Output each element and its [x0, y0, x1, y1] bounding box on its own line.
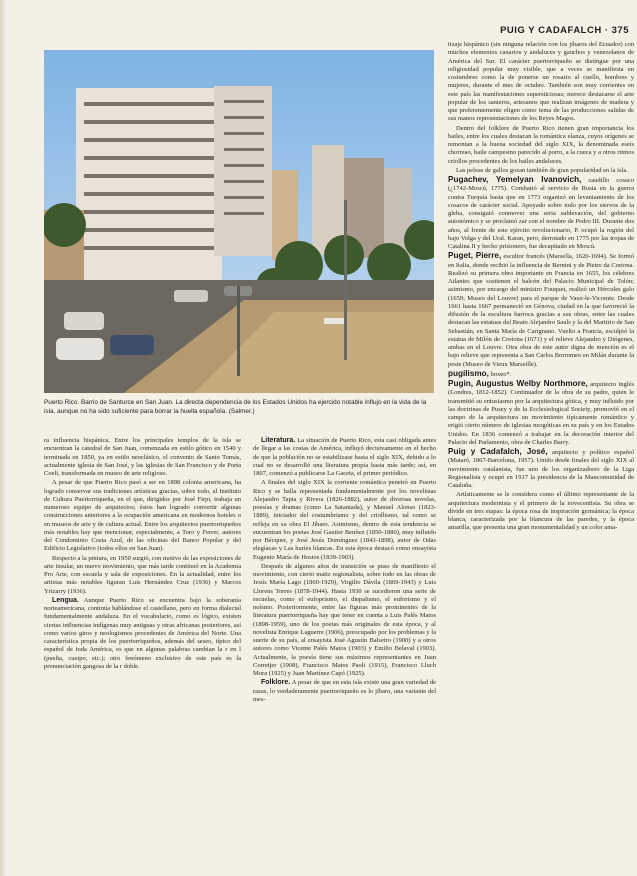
column-2: [253, 437, 436, 705]
photo-illustration: [44, 50, 434, 393]
section-heading-lengua: Lengua.: [52, 596, 79, 604]
paragraph: A finales del siglo XIX la corriente romántica penetró en Puerto Rico y se halla representada fundamentalmente por los novelistas Alejandro Tapia y Rivera (1826-1882), autor de diversas novelas, poesías y dramas (como La Sataniada), y Manuel Alonso (1823-1889), iniciador del costumbrismo y del criollismo, tal como se refleja en su obra El Jíbaro. Asimismo, dentro de esta tendencia se encuentran los poetas José Gautier Benítez (1850-1880), muy influido por Bécquer, y José Jesús Domínguez (1843-1898), autor de Odas elegíacas y Las huríes blancas. En esta época destacó como ensayista Eugenio María de Hostos (1839-1903).: [253, 479, 436, 561]
section-heading-literatura: Literatura.: [261, 437, 296, 444]
photo-caption: Puerto Rico. Barrio de Santurce en San Juan. La directa dependencia de los Estados Unidos ha ejercido notable influjo en la vida de la isla, aunque no ha sido suficiente para borrar la huella española. (Salmer.): [44, 399, 427, 415]
entry-pugin: [448, 380, 634, 447]
running-head: PUIG Y CADAFALCH · 375: [500, 25, 629, 36]
entry-text: caudillo cosaco (¿1742-Moscú, 1775). Combatió al servicio de Rusia en la guerra contra Turquía hasta que en 1773 organizó un levantamiento de los cosacos de carácter social. Apoyado sobre todo por los siervos de la gleba, consiguió conmover una seria sublevación, del gobierno autonómico y se proclamó zar con el nombre de Pedro III. Durante dos años, al frente de este ejército revolucionario, P. ocupó la región del bajo Volga y del Ural. Karan, pero, derrotado en 1775 por las tropas de Catalina II y hecho prisionero, fue decapitado en Moscú.: [448, 177, 634, 250]
headword: pugilismo,: [448, 368, 489, 378]
column-3: [448, 41, 634, 534]
paragraph: Después de algunos años de transición se puso de manifiesto el movimiento, con cierto matiz regionalista, sobre todo en las obras de Jesús María Lago (1860-1929), Virgilio Dávila (1869-1943) y Luis Llorens Torres (1878-1944). Hasta 1930 se sucedieron una serie de escuelas, como el eufoprismo, el diepalismo, el euforismo y el noísmo. Posteriormente, entre las figuras más prominentes de la literatura puertorriqueña hay que tener en cuenta a Luis Palés Matos (1898-1959), uno de los poetas más originales de esta época, y al novelista Enrique Laguerre (1906), preocupado por los problemas y la suerte de su país, al ensayista José Agustín Balseiro (1900) y a otros autores como Vicente Palés Matos (1903) y Emilio Belaval (1903). Actualmente, la poesía tiene sus máximos representantes en Juan Corretjer (1908), Francisco Matos Paoli (1915), Francisco Lluch Mora (1925) y Juan Martínez Capó (1925).: [253, 562, 436, 677]
column-1: [44, 437, 241, 672]
paragraph: ra influencia hispánica. Entre los principales templos de la isla se encuentran la catedral de San Juan, comenzada en estilo gótico en 1540 y terminada en 1850, ya en estilo neoclásico, el convento de Santo Tomás, actualmente iglesia de San José, y las iglesias de San Francisco y de Porta Coeli, transformada en museo de arte religioso.: [44, 437, 241, 477]
entry-text: boxeo*.: [490, 370, 512, 378]
entry-puig-y-cadafalch: [448, 448, 634, 490]
paragraph-lengua: [44, 597, 241, 671]
paragraph: tizaje hispánico (sin ninguna relación con los jíbaros del Ecuador) con muchos elementos canarios y andaluces y gauchos y venezolanos de América del Sur. El carácter puertorriqueño se distingue por una religiosidad popular muy visible, que a veces se manifiesta en costumbres como la de ponerse un rosario al cuello, hombres y mujeres, durante el mes de octubre. También son muy corrientes en este país las manifestaciones supersticiosas; merece destacarse el arte popular de los santeros, artesanos que realizan imágenes de madera y que preferentemente eligen como tema de las producciones salidas de sus manos representaciones de los Reyes Magos.: [448, 41, 634, 123]
entry-pugachev: [448, 176, 634, 251]
paragraph: Dentro del folklore de Puerto Rico tienen gran importancia los bailes, entre los cuales destacan la romántica elanza, cuyos orígenes se remontan a la buena sociedad del siglo XIX, la denominada eseis chorreao, baile campesino parecido al porro, a la cueca y a otros ritmos criollos procedentes de los bailes andaluces.: [448, 124, 634, 165]
paragraph-folklore: [253, 679, 436, 704]
section-text: A pesar de que en esta isla existe una gran variedad de razas, lo verdaderamente puertorriqueño es lo jíbaro, una variante del mes-: [253, 679, 436, 703]
paragraph-literatura: [253, 437, 436, 478]
paragraph: A pesar de que Puerto Rico pasó a ser en 1898 colonia americana, ha logrado conservar sus tradiciones artísticas gracias, sobre todo, al Instituto de Cultura Puertorriqueña, en el que, dirigidos por José Firpi, trabaja un numeroso equipo de arquitectos; éstos han logrado convertir algunas construcciones anteriores a la ocupación americana en modernos hoteles o en museos de arte y de cultura actual. Entre los arquitectos puertorriqueños más notables hay que mencionar, especialmente, a Toro y Ferrer, autores del Condominio Costa Azul, de las oficinas del Banco Popular y del Edificio Legislativo (todos ellos en San Juan).: [44, 479, 241, 553]
section-heading-folklore: Folklore.: [261, 679, 291, 687]
headword: Puig y Cadafalch, José,: [448, 447, 548, 456]
paragraph: Artísticamente se le considera como el último representante de la arquitectura modernista y el primero de la novecentista. Su obra se divide en tres etapas: la época rosa de inspiración germánica; la época blanca, caracterizada por la blancura de las paredes, y la época amarilla, que presenta una gran monumentalidad y un color ama-: [448, 491, 634, 532]
paragraph: Las peleas de gallos gozan también de gran popularidad en la isla.: [456, 166, 628, 174]
entry-pugilismo: [448, 370, 634, 379]
entry-text: arquitecto y político español (Mataró, 1867-Barcelona, 1957). Unido desde finales del siglo XIX al movimiento catalanista, fue uno de los organizadores de la Liga Regionalista y ocupó en 1917 la presidencia de la Mancomunidad de Cataluña.: [448, 449, 635, 489]
entry-puget: [448, 252, 634, 369]
paragraph: Respecto a la pintura, en 1950 surgió, con motivo de las exposiciones de arte insular, un nuevo movimiento, que más tarde continuó en la Academia Pro Arte, con escuela y sala de exposiciones. En la actualidad, entre los artistas más notables figuran Luis Hernández Cruz (1936) y Marcos Yrizarry (1936).: [44, 554, 241, 595]
headword: Puget, Pierre,: [448, 251, 502, 261]
photo-santurce: [44, 50, 434, 393]
section-text: Aunque Puerto Rico se encuentra bajo la soberanía norteamericana, continúa hablándose el castellano, pero en forma dialectal fundamentalmente andaluza. En el vocabulario, como es lógico, existen ciertas influencias indígenas muy antiguas y otras africanas posteriores, así como varios giros y neologismos procedentes de América del Norte. Una característica propia de los puertorriqueños, además del seseo, típico del español de toda América, es que en algunas palabras cambian la r en l (puelta, cueipo, etc.); otro fenómeno exclusivo de este país es la pronunciación gangosa de la r doble.: [44, 596, 241, 670]
entry-text: escultor francés (Marsella, 1620-1694). Se formó en Italia, donde recibió la influencia de Bernini y de Pietro da Cortona. Realizó su primera obra importante en Francia en 1655, los célebres Atlantes que sostienen el balcón del Palacio Municipal de Tolón; asimismo, por encargo del ministro Fouquet, realizó un Hércules galo (1659; Museo del Louvre) para el parque de Vaux-le-Vicomte. Desde 1661 hasta 1667 permaneció en Génova, ciudad en la que favoreció la difusión de la escultura barroca gracias a sus obras, entre las cuales destacan las estatuas del Beato Alejandro Sauls y la del Martirio de San Sebastián, en Santa María de Carignano. Vuelto a Francia, esculpió la estatua de Milón de Crotona (1671) y el relieve Alejandro y Diógenes, ambas en el Louvre. Otra obra de este autor digna de mención es el bajo relieve que representa a San Carlos Borromeo en Milán durante la peste (Museo de Vieux Marseille).: [448, 253, 634, 368]
headword: Pugin, Augustus Welby Northmore,: [448, 379, 588, 388]
section-text: La situación de Puerto Rico, esta casi obligada antes de llegar a las costas de América, influyó decisivamente en el hecho de que la población no se estabilizase hasta el siglo XIX, debido a lo cual no se desarrolló una literatura propia hasta más tarde; así, en 1807, comenzó a publicarse La Gaceta, el primer periódico.: [253, 437, 437, 477]
headword: Pugachev, Yemelyan Ivanovich,: [448, 175, 582, 184]
entry-text: arquitecto inglés (Londres, 1812-1852). Continuador de la obra de su padre, quien le transmitió su entusiasmo por la arquitectura gótica, y muy influido por las doctrinas de Pusey y de la Ecclesiological Society, promovió en el campo de la arquitectura un movimiento típicamente romántico y erigió cierto número de iglesias neogóticas en su país y en los Estados Unidos. En 1836 comenzó a trabajar en la decoración interior del Palacio del Parlamento, obra de Charles Barry.: [448, 381, 635, 446]
page-edge-shadow: [0, 0, 6, 876]
